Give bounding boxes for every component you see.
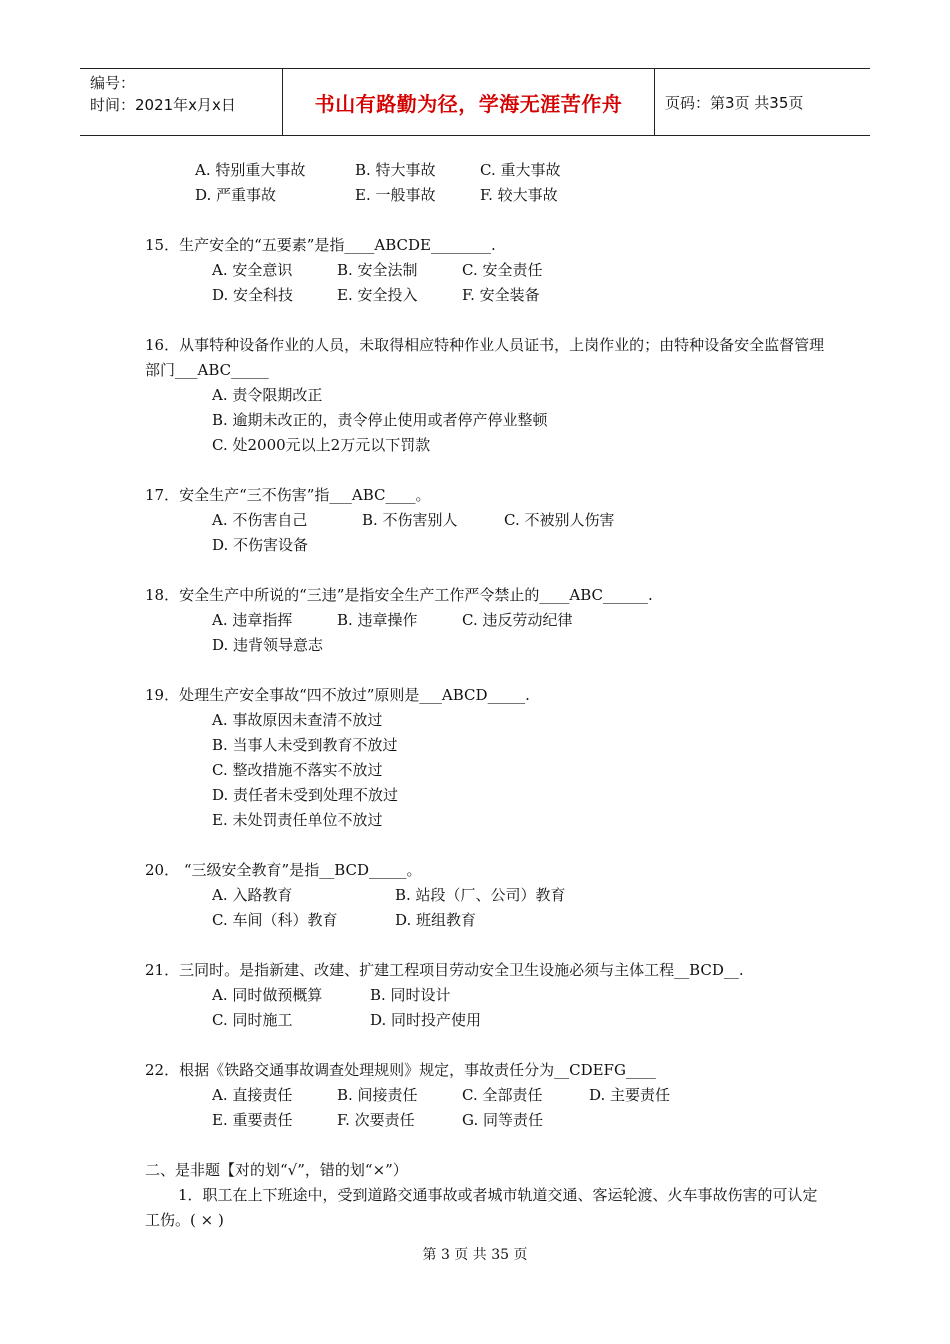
- option: B. 逾期未改正的，责令停止使用或者停产停业整顿: [212, 411, 548, 429]
- option-row: [145, 283, 825, 308]
- option: A. 不伤害自己: [212, 511, 308, 529]
- option: C. 车间（科）教育: [212, 911, 338, 929]
- option-row: [145, 1108, 825, 1133]
- option-row: [145, 533, 825, 558]
- header-page-number: 页码：第3页 共35页: [665, 93, 804, 112]
- option: B. 不伤害别人: [362, 511, 458, 529]
- option: C. 不被别人伤害: [504, 511, 615, 529]
- option-row: [145, 608, 825, 633]
- option: E. 未处罚责任单位不放过: [212, 811, 383, 829]
- option-row: [145, 433, 825, 458]
- option-row: [145, 883, 825, 908]
- option-row: [145, 708, 825, 733]
- option: E. 安全投入: [337, 286, 418, 304]
- option: B. 间接责任: [337, 1086, 418, 1104]
- question-16: 16．从事特种设备作业的人员，未取得相应特种作业人员证书，上岗作业的；由特种设备安全监督管理部门___ABC_____: [145, 336, 825, 379]
- page-header: [80, 68, 870, 136]
- option-row: [145, 808, 825, 833]
- option: F. 安全装备: [462, 286, 540, 304]
- option: C. 整改措施不落实不放过: [212, 761, 383, 779]
- option: D. 主要责任: [589, 1086, 671, 1104]
- option: C. 全部责任: [462, 1086, 543, 1104]
- question-17: 17．安全生产“三不伤害”指___ABC____。: [145, 486, 431, 504]
- option: A. 同时做预概算: [212, 986, 323, 1004]
- option: D. 责任者未受到处理不放过: [212, 786, 399, 804]
- question-15: 15．生产安全的“五要素”是指____ABCDE________.: [145, 236, 496, 254]
- option: D. 班组教育: [395, 911, 477, 929]
- option: B. 站段（厂、公司）教育: [395, 886, 566, 904]
- option: C. 处2000元以上2万元以下罚款: [212, 436, 431, 454]
- lead-option-row: [145, 183, 825, 208]
- option: C. 同时施工: [212, 1011, 293, 1029]
- option: A. 入路教育: [212, 886, 293, 904]
- header-motto: 书山有路勤为径，学海无涯苦作舟: [283, 69, 655, 135]
- option-row: [145, 1008, 825, 1033]
- lead-option-row: [145, 158, 825, 183]
- number-label: 编号：: [90, 74, 136, 92]
- header-info: [80, 69, 283, 135]
- option-row: [145, 1083, 825, 1108]
- option-row: [145, 633, 825, 658]
- option: F. 次要责任: [337, 1111, 415, 1129]
- option: B. 当事人未受到教育不放过: [212, 736, 398, 754]
- option: E. 一般事故: [355, 186, 436, 204]
- option-row: [145, 783, 825, 808]
- option: E. 重要责任: [212, 1111, 293, 1129]
- question-20: 20． “三级安全教育”是指__BCD_____。: [145, 861, 422, 879]
- option: C. 重大事故: [480, 161, 561, 179]
- option: D. 违背领导意志: [212, 636, 324, 654]
- question-19: 19．处理生产安全事故“四不放过”原则是___ABCD_____.: [145, 686, 530, 704]
- date-label: 时间：2021年x月x日: [90, 96, 236, 114]
- option: A. 直接责任: [212, 1086, 293, 1104]
- option-row: [145, 383, 825, 408]
- option: A. 责令限期改正: [212, 386, 323, 404]
- option: A. 事故原因未查清不放过: [212, 711, 383, 729]
- option: D. 不伤害设备: [212, 536, 309, 554]
- option: B. 特大事故: [355, 161, 436, 179]
- section-2-title: 二、是非题【对的划“√”，错的划“×”）: [145, 1161, 408, 1179]
- option: B. 同时设计: [370, 986, 451, 1004]
- question-18: 18．安全生产中所说的“三违”是指安全生产工作严令禁止的____ABC______.: [145, 586, 653, 604]
- option: B. 违章操作: [337, 611, 418, 629]
- option-row: [145, 983, 825, 1008]
- option: A. 特别重大事故: [195, 161, 306, 179]
- option-row: [145, 733, 825, 758]
- option: G. 同等责任: [462, 1111, 543, 1129]
- option-row: [145, 908, 825, 933]
- option: F. 较大事故: [480, 186, 558, 204]
- option: D. 安全科技: [212, 286, 294, 304]
- option-row: [145, 758, 825, 783]
- option: C. 违反劳动纪律: [462, 611, 573, 629]
- option: A. 违章指挥: [212, 611, 293, 629]
- option: D. 同时投产使用: [370, 1011, 482, 1029]
- question-22: 22．根据《铁路交通事故调查处理规则》规定，事故责任分为__CDEFG____: [145, 1061, 656, 1079]
- true-false-item-1: 1．职工在上下班途中，受到道路交通事故或者城市轨道交通、客运轮渡、火车事故伤害的可认定工伤。( × ): [145, 1186, 818, 1229]
- option: C. 安全责任: [462, 261, 543, 279]
- option-row: [145, 508, 825, 533]
- option: D. 严重事故: [195, 186, 277, 204]
- document-body: [145, 158, 825, 1233]
- option-row: [145, 258, 825, 283]
- option: A. 安全意识: [212, 261, 293, 279]
- page-footer: 第 3 页 共 35 页: [422, 1247, 528, 1263]
- option-row: [145, 408, 825, 433]
- question-21: 21．三同时。是指新建、改建、扩建工程项目劳动安全卫生设施必须与主体工程__BCD__.: [145, 961, 744, 979]
- option: B. 安全法制: [337, 261, 418, 279]
